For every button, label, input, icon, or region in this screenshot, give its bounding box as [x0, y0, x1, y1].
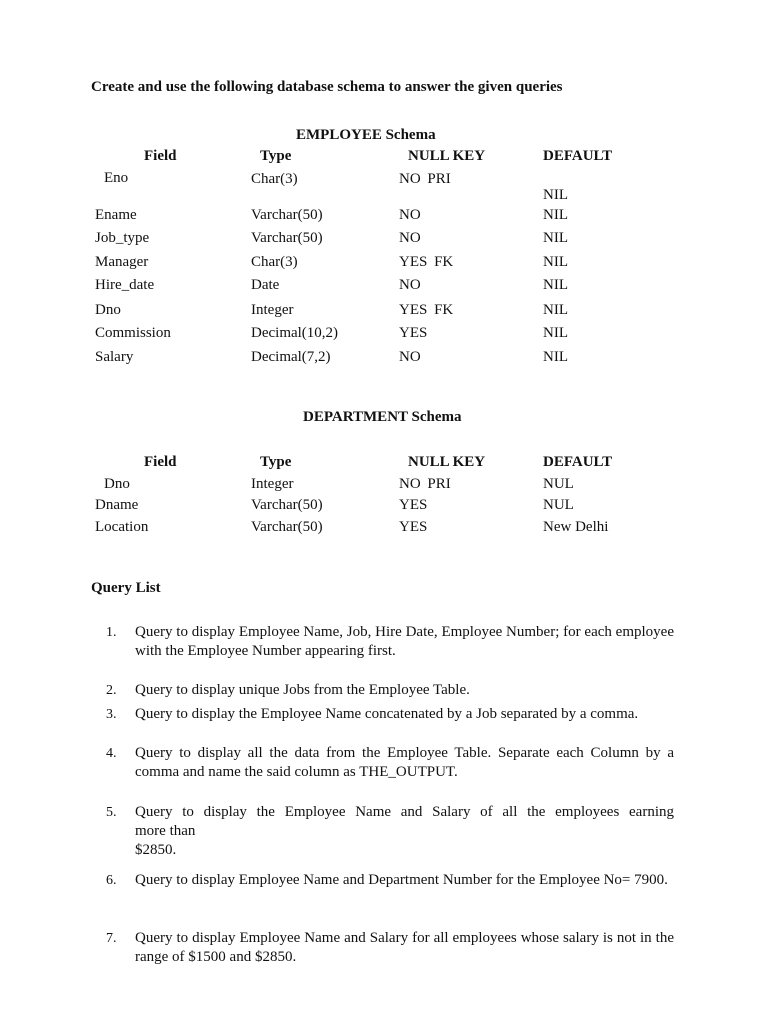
query-text-line: Query to display the Employee Name and Salary of all the employees earning — [135, 804, 674, 820]
employee-row-default: NIL — [543, 187, 568, 203]
employee-header-default: DEFAULT — [543, 148, 613, 164]
employee-header-null-key: NULL KEY — [408, 148, 486, 164]
query-number: 3. — [106, 707, 117, 722]
query-text — [135, 803, 674, 860]
query-list-title: Query List — [91, 580, 161, 596]
page-intro: Create and use the following database schema to answer the given queries — [91, 79, 563, 95]
employee-row-type: Char(3) — [251, 254, 298, 270]
employee-row-type: Date — [251, 277, 280, 293]
department-schema-caption: DEPARTMENT Schema — [303, 409, 462, 425]
department-row-type: Varchar(50) — [251, 497, 323, 513]
query-text: Query to display Employee Name, Job, Hire Date, Employee Number; for each employee with the Employee Number appearing first. — [135, 624, 674, 659]
employee-row-default: NIL — [543, 349, 568, 365]
department-row-field: Location — [95, 519, 149, 535]
employee-row-field: Job_type — [95, 230, 150, 246]
employee-row-type: Decimal(7,2) — [251, 349, 331, 365]
employee-row-field: Ename — [95, 207, 137, 223]
employee-row-default: NIL — [543, 325, 568, 341]
query-text: Query to display Employee Name and Department Number for the Employee No= 7900. — [135, 872, 668, 888]
list-item — [106, 623, 674, 661]
employee-row-type: Char(3) — [251, 171, 298, 187]
employee-row-field: Hire_date — [95, 277, 155, 293]
department-row-null-key: YES — [399, 497, 428, 513]
employee-row-type: Integer — [251, 302, 294, 318]
list-item — [106, 681, 674, 700]
query-text: Query to display unique Jobs from the Employee Table. — [135, 682, 470, 698]
query-number: 6. — [106, 873, 117, 888]
employee-row-null-key: NO — [399, 230, 421, 246]
employee-row-field: Dno — [95, 302, 121, 318]
employee-row-field: Manager — [95, 254, 149, 270]
employee-row-null-key: NO PRI — [399, 171, 451, 187]
employee-row-null-key: NO — [399, 277, 421, 293]
list-item — [106, 871, 674, 890]
employee-row-null-key: YES FK — [399, 254, 454, 270]
employee-row-type: Decimal(10,2) — [251, 325, 339, 341]
list-item — [106, 929, 674, 967]
query-number: 2. — [106, 683, 117, 698]
department-header-default: DEFAULT — [543, 454, 613, 470]
employee-row-type: Varchar(50) — [251, 207, 323, 223]
employee-row-null-key: YES FK — [399, 302, 454, 318]
department-row-field: Dno — [104, 476, 130, 492]
employee-row-null-key: NO — [399, 207, 421, 223]
employee-row-default: NIL — [543, 302, 568, 318]
employee-row-field: Salary — [95, 349, 134, 365]
department-row-default: NUL — [543, 476, 574, 492]
employee-header-field: Field — [144, 148, 177, 164]
list-item — [106, 744, 674, 782]
department-row-default: New Delhi — [543, 519, 609, 535]
employee-row-default: NIL — [543, 277, 568, 293]
department-row-type: Varchar(50) — [251, 519, 323, 535]
department-header-type: Type — [260, 454, 292, 470]
query-text-line: $2850. — [135, 842, 177, 858]
employee-row-default: NIL — [543, 207, 568, 223]
query-number: 7. — [106, 931, 117, 946]
query-text: Query to display all the data from the Employee Table. Separate each Column by a comma and name the said column as THE_OUTPUT. — [135, 745, 674, 780]
employee-row-default: NIL — [543, 230, 568, 246]
query-text-line: more than — [135, 823, 196, 839]
employee-row-type: Varchar(50) — [251, 230, 323, 246]
department-header-field: Field — [144, 454, 177, 470]
query-number: 1. — [106, 625, 117, 640]
employee-schema-caption: EMPLOYEE Schema — [296, 127, 436, 143]
department-header-null-key: NULL KEY — [408, 454, 486, 470]
query-number: 4. — [106, 746, 117, 761]
department-row-type: Integer — [251, 476, 294, 492]
list-item — [106, 803, 674, 860]
employee-row-null-key: YES — [399, 325, 428, 341]
employee-row-default: NIL — [543, 254, 568, 270]
department-row-null-key: YES — [399, 519, 428, 535]
employee-row-field: Eno — [104, 170, 129, 186]
query-text: Query to display Employee Name and Salary for all employees whose salary is not in the range of $1500 and $2850. — [135, 930, 674, 965]
department-row-default: NUL — [543, 497, 574, 513]
employee-row-null-key: NO — [399, 349, 421, 365]
list-item — [106, 705, 674, 724]
employee-header-type: Type — [260, 148, 292, 164]
employee-row-field: Commission — [95, 325, 171, 341]
query-text: Query to display the Employee Name concatenated by a Job separated by a comma. — [135, 706, 639, 722]
department-row-field: Dname — [95, 497, 139, 513]
department-row-null-key: NO PRI — [399, 476, 451, 492]
query-number: 5. — [106, 805, 117, 820]
